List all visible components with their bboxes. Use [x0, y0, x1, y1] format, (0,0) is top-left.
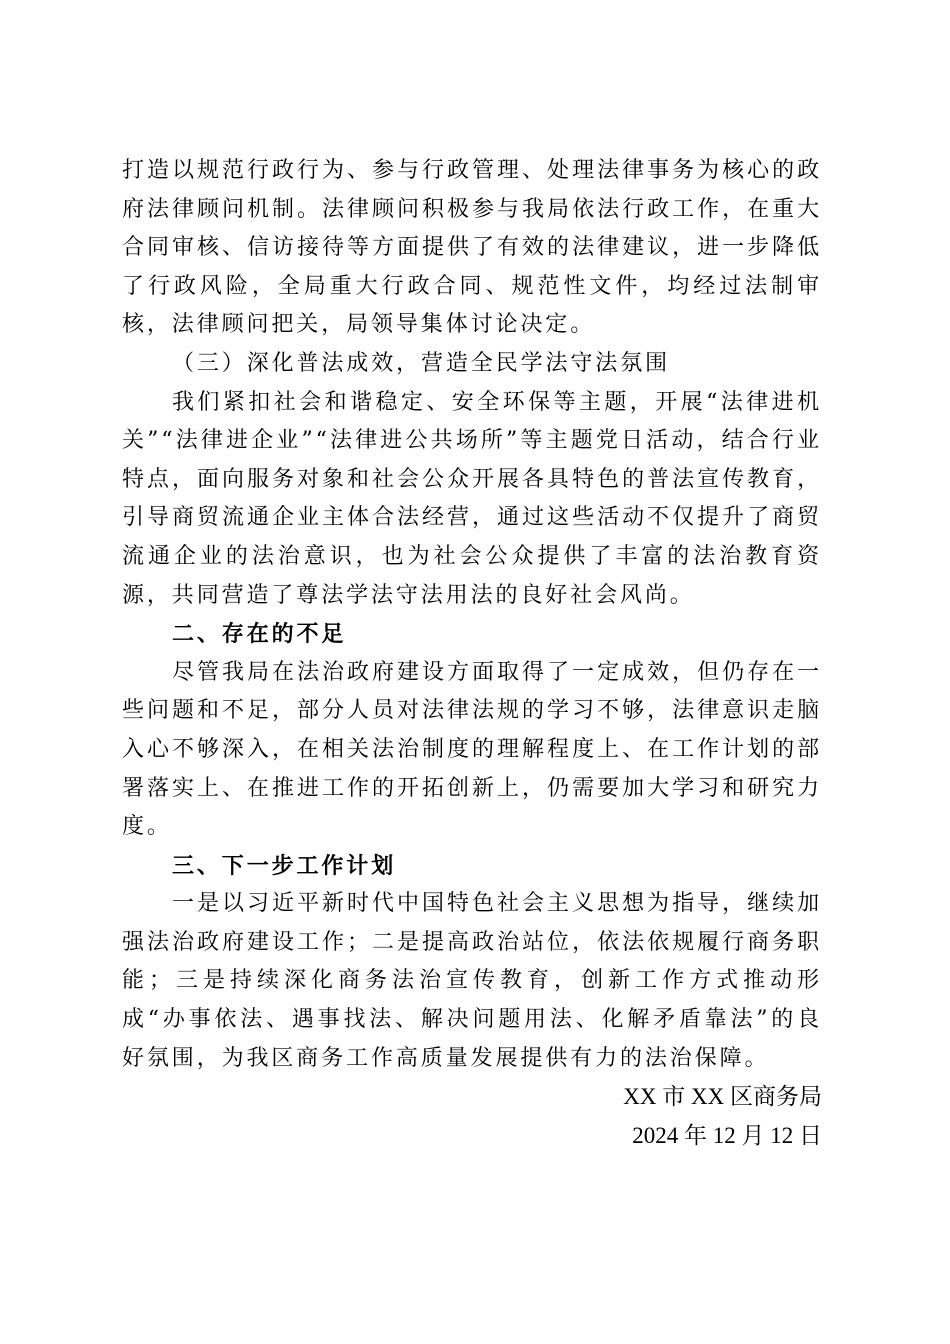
heading-next-plan: 三、下一步工作计划	[172, 852, 397, 879]
document-body	[122, 152, 822, 1155]
paragraph-next-plan: 一是以习近平新时代中国特色社会主义思想为指导，继续加强法治政府建设工作；二是提高政治站位，依法依规履行商务职能；三是持续深化商务法治宣传教育，创新工作方式推动形成“办事依法、遇事找法、解决问题用法、化解矛盾靠法”的良好氛围，为我区商务工作高质量发展提供有力的法治保障。	[122, 891, 822, 1071]
paragraph-shortcomings: 尽管我局在法治政府建设方面取得了一定成效，但仍存在一些问题和不足，部分人员对法律法规的学习不够，法律意识走脑入心不够深入，在相关法治制度的理解程度上、在工作计划的部署落实上、在推进工作的开拓创新上，仍需要加大学习和研究力度。	[122, 659, 822, 840]
signature-date: 2024 年 12 月 12 日	[632, 1122, 822, 1148]
subheading-popularize-law: （三）深化普法成效，营造全民学法守法氛围	[172, 350, 671, 376]
paragraph-legal-advisor: 打造以规范行政行为、参与行政管理、处理法律事务为核心的政府法律顾问机制。法律顾问积极参与我局依法行政工作，在重大合同审核、信访接待等方面提供了有效的法律建议，进一步降低了行政风险，全局重大行政合同、规范性文件，均经过法制审核，法律顾问把关，局领导集体讨论决定。	[122, 158, 822, 338]
signature-organization: XX 市 XX 区商务局	[623, 1084, 822, 1110]
heading-shortcomings: 二、存在的不足	[172, 621, 347, 648]
paragraph-law-education: 我们紧扣社会和谐稳定、安全环保等主题，开展“法律进机关”“法律进企业”“法律进公共场所”等主题党日活动，结合行业特点，面向服务对象和社会公众开展各具特色的普法宣传教育，引导商贸流通企业主体合法经营，通过这些活动不仅提升了商贸流通企业的法治意识，也为社会公众提供了丰富的法治教育资源，共同营造了尊法学法守法用法的良好社会风尚。	[122, 389, 822, 608]
